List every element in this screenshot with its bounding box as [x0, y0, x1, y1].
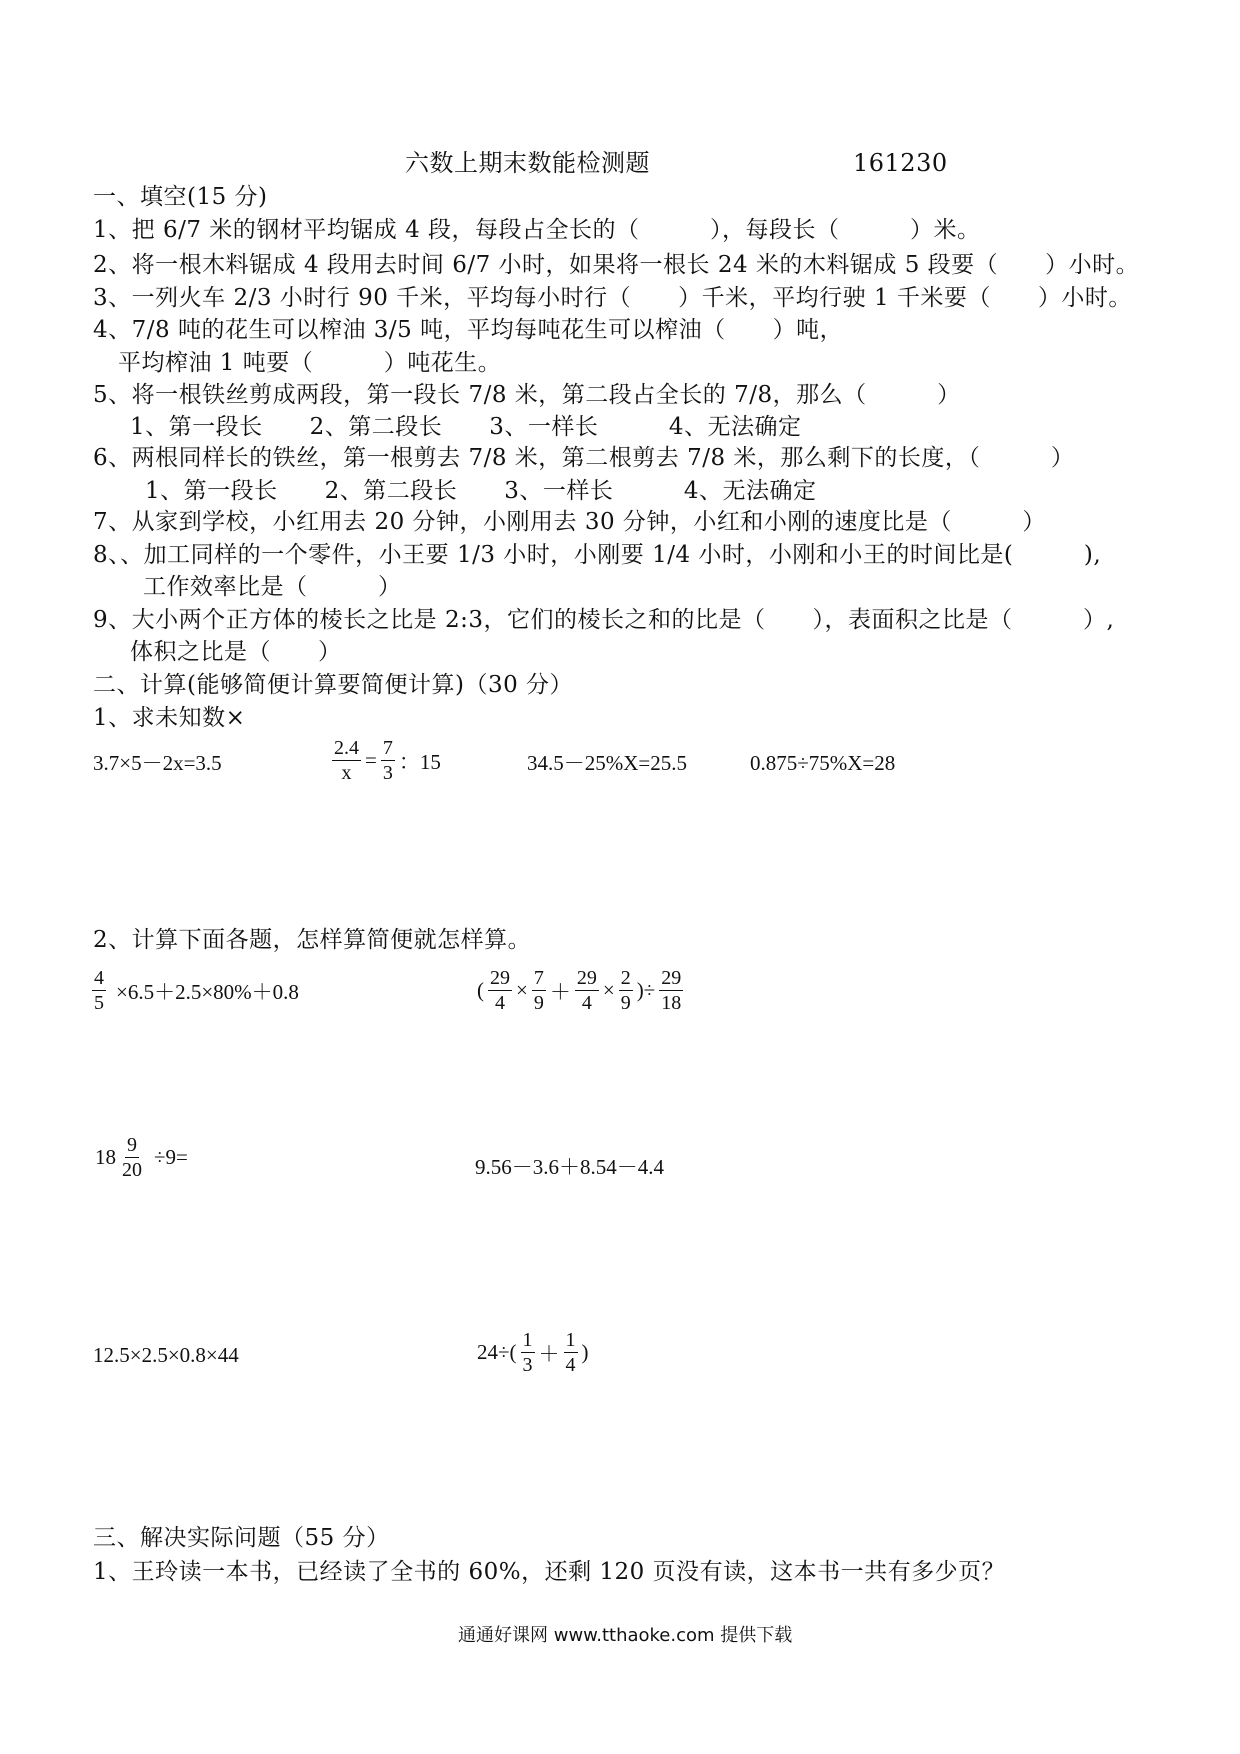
fraction-numerator: 29: [661, 967, 682, 989]
fraction-denominator: x: [341, 762, 352, 784]
fraction: [532, 968, 546, 1013]
equation-2: [330, 738, 443, 783]
question-1-3: 3、一列火车 2/3 小时行 90 千米，平均每小时行（ ）千米，平均行驶 1 千米要（ ）小时。: [93, 285, 1132, 311]
section-1-heading: 一、填空(15 分): [93, 184, 268, 210]
equals-sign: =: [365, 748, 377, 772]
calc-6: [475, 1330, 591, 1375]
fraction-numerator: 29: [576, 967, 597, 989]
fraction-denominator: 9: [533, 992, 544, 1014]
ratio-tail: ：15: [398, 749, 441, 774]
fraction: [381, 738, 395, 783]
calc-4: 9.56－3.6＋8.54－4.4: [475, 1155, 664, 1179]
section-3-heading: 三、解决实际问题（55 分）: [93, 1525, 390, 1551]
problem-3-1: 1、王玲读一本书，已经读了全书的 60%，还剩 120 页没有读，这本书一共有多少页？: [93, 1559, 1006, 1585]
fraction-numerator: 1: [565, 1329, 576, 1351]
question-1-2: 2、将一根木料锯成 4 段用去时间 6/7 小时，如果将一根长 24 米的木料锯成 5 段要（ ）小时。: [93, 252, 1140, 278]
fraction: [521, 1330, 535, 1375]
question-1-4-cont: 平均榨油 1 吨要（ ）吨花生。: [118, 350, 502, 376]
question-1-4: 4、7/8 吨的花生可以榨油 3/5 吨，平均每吨花生可以榨油（ ）吨，: [93, 317, 844, 343]
plus-sign: ＋: [549, 979, 571, 1004]
equation-1: 3.7×5－2x=3.5: [93, 751, 222, 775]
document-code: 161230: [853, 149, 948, 177]
fraction-denominator: 3: [382, 762, 393, 784]
question-1-9-cont: 体积之比是（ ）: [130, 639, 342, 665]
fraction: [488, 968, 512, 1013]
fraction-numerator: 2: [620, 967, 631, 989]
fraction-denominator: 5: [94, 992, 104, 1014]
fraction: [120, 1135, 144, 1180]
question-1-9: 9、大小两个正方体的棱长之比是 2:3，它们的棱长之和的比是（ ），表面积之比是（ ）,: [93, 607, 1115, 633]
fraction: [332, 738, 361, 783]
question-1-5-options: 1、第一段长 2、第二段长 3、一样长 4、无法确定: [130, 414, 802, 440]
fraction-numerator: 29: [490, 967, 510, 989]
fraction-denominator: 20: [122, 1159, 142, 1181]
fraction: [564, 1330, 578, 1375]
equation-4: 0.875÷75%X=28: [750, 751, 896, 775]
question-1-6: 6、两根同样长的铁丝，第一根剪去 7/8 米，第二根剪去 7/8 米，那么剩下的长度，（ ）: [93, 445, 1075, 471]
times-sign: ×: [602, 978, 615, 1002]
fraction-denominator: 4: [581, 992, 592, 1014]
question-1-5: 5、将一根铁丝剪成两段，第一段长 7/8 米，第二段占全长的 7/8，那么（ ）: [93, 382, 961, 408]
question-1-7: 7、从家到学校，小红用去 20 分钟，小刚用去 30 分钟，小红和小刚的速度比是（ ）: [93, 509, 1046, 535]
footer-source: 通通好课网 www.tthaoke.com 提供下载: [458, 1625, 793, 1646]
fraction: [575, 968, 599, 1013]
mixed-number-whole: 18: [95, 1145, 116, 1169]
fraction-numerator: 9: [127, 1134, 137, 1156]
fraction-numerator: 4: [94, 967, 104, 989]
fraction-denominator: 18: [661, 992, 682, 1014]
plus-sign: ＋: [538, 1341, 560, 1366]
fraction-denominator: 4: [565, 1354, 576, 1376]
equation-3: 34.5－25%X=25.5: [527, 751, 688, 775]
fraction-numerator: 2.4: [334, 737, 359, 759]
calc-6-head: 24÷(: [477, 1340, 517, 1364]
calc-2: [475, 968, 685, 1013]
calc-3-tail: ÷9=: [154, 1145, 188, 1169]
section-2-sub-1: 1、求未知数×: [93, 705, 246, 731]
open-paren: (: [477, 978, 484, 1002]
fraction-denominator: 4: [495, 992, 505, 1014]
question-1-8-cont: 工作效率比是（ ）: [143, 574, 402, 600]
question-1-8: 8、、加工同样的一个零件，小王要 1/3 小时，小刚要 1/4 小时，小刚和小王的时间比是( ),: [93, 542, 1102, 568]
close-paren: ): [581, 1340, 589, 1364]
close-paren-divide: )÷: [636, 978, 656, 1002]
page-title: 六数上期末数能检测题: [405, 149, 650, 177]
calc-3: [93, 1135, 190, 1180]
calc-5: 12.5×2.5×0.8×44: [93, 1343, 239, 1367]
times-sign: ×: [516, 978, 528, 1002]
fraction-numerator: 7: [382, 737, 393, 759]
calc-1: [90, 968, 301, 1013]
question-1-6-options: 1、第一段长 2、第二段长 3、一样长 4、无法确定: [145, 478, 817, 504]
question-1-1: 1、把 6/7 米的钢材平均锯成 4 段，每段占全长的（ ），每段长（ ）米。: [93, 217, 981, 243]
fraction-numerator: 1: [522, 1329, 533, 1351]
section-2-heading: 二、计算(能够简便计算要简便计算)（30 分）: [93, 672, 574, 698]
fraction-denominator: 3: [522, 1354, 533, 1376]
section-2-sub-2: 2、计算下面各题，怎样算简便就怎样算。: [93, 927, 532, 953]
fraction: [92, 968, 106, 1013]
fraction: [659, 968, 683, 1013]
calc-1-tail: ×6.5＋2.5×80%＋0.8: [116, 979, 299, 1004]
fraction: [619, 968, 633, 1013]
fraction-denominator: 9: [620, 992, 631, 1014]
fraction-numerator: 7: [533, 967, 544, 989]
